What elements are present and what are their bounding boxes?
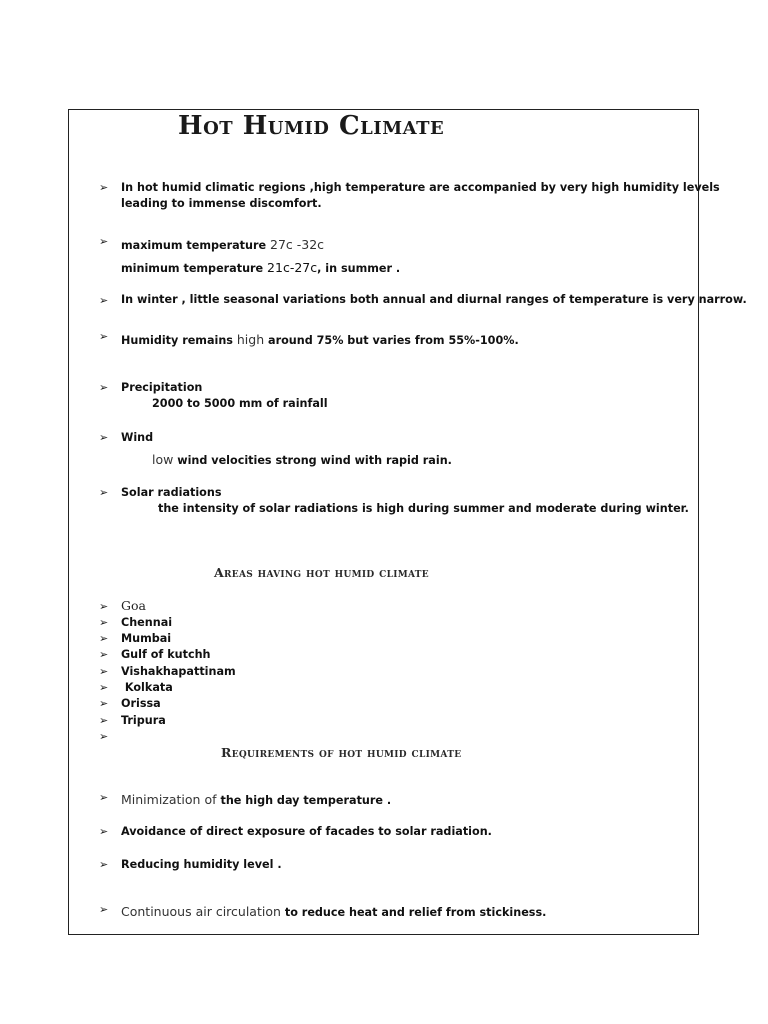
area-item: Mumbai [121,632,172,645]
areas-heading: Areas having hot humid climate [214,565,429,580]
min-temperature [121,257,400,276]
intro-line-2: leading to immense discomfort. [121,197,322,210]
min-temperature-label: minimum temperature [121,262,268,275]
max-temperature-label: maximum temperature [121,239,270,252]
humidity-suffix: around 75% but varies from 55%-100%. [264,334,519,347]
area-item: Gulf of kutchh [121,648,211,661]
requirement-2: Avoidance of direct exposure of facades to solar radiation. [121,825,492,838]
min-temperature-suffix: , in summer . [317,262,401,275]
bullet-icon: ➢ [99,791,109,804]
bullet-icon: ➢ [99,681,109,694]
max-temperature [121,234,324,253]
humidity-prefix: Humidity remains [121,334,237,347]
bullet-icon: ➢ [99,294,109,307]
wind-light: low [152,452,174,467]
area-item: Kolkata [121,681,173,694]
bullet-icon: ➢ [99,730,109,743]
max-temperature-value: 27c -32c [270,237,325,252]
bullet-icon: ➢ [99,330,109,343]
requirement-4 [121,901,546,920]
intro-line-1: In hot humid climatic regions ,high temperature are accompanied by very high humidity levels [121,181,720,194]
requirement-1-light: Minimization of [121,792,221,807]
min-temperature-value: 21c-27c [267,260,318,275]
wind-label: Wind [121,431,154,444]
area-item: Vishakhapattinam [121,665,236,678]
bullet-icon: ➢ [99,181,109,194]
bullet-icon: ➢ [99,381,109,394]
bullet-icon: ➢ [99,825,109,838]
area-item: Goa [121,598,146,613]
requirement-3: Reducing humidity level . [121,858,282,871]
bullet-icon: ➢ [99,486,109,499]
area-item: Orissa [121,697,161,710]
bullet-icon: ➢ [99,431,109,444]
bullet-icon: ➢ [99,616,109,629]
page-title: Hot Humid Climate [178,111,445,141]
precipitation-value: 2000 to 5000 mm of rainfall [152,397,328,410]
bullet-icon: ➢ [99,665,109,678]
solar-text: the intensity of solar radiations is high during summer and moderate during winter. [158,502,689,515]
bullet-icon: ➢ [99,632,109,645]
requirement-4-light: Continuous air circulation [121,904,285,919]
area-item: Tripura [121,714,166,727]
bullet-icon: ➢ [99,903,109,916]
wind-rest: wind velocities strong wind with rapid rain. [173,454,452,467]
page-border [68,109,699,935]
precipitation-label: Precipitation [121,381,203,394]
bullet-icon: ➢ [99,697,109,710]
area-item: Chennai [121,616,173,629]
requirement-4-bold: to reduce heat and relief from stickiness. [284,906,547,919]
solar-label: Solar radiations [121,486,222,499]
winter-text: In winter , little seasonal variations both annual and diurnal ranges of temperature is very narrow. [121,293,747,306]
bullet-icon: ➢ [99,235,109,248]
bullet-icon: ➢ [99,714,109,727]
humidity-text [121,329,519,348]
requirement-1-bold: the high day temperature . [220,794,392,807]
requirements-heading: Requirements of hot humid climate [221,745,462,760]
bullet-icon: ➢ [99,648,109,661]
humidity-level: high [236,332,265,347]
requirement-1 [121,789,391,808]
bullet-icon: ➢ [99,600,109,613]
wind-text [152,449,452,468]
bullet-icon: ➢ [99,858,109,871]
